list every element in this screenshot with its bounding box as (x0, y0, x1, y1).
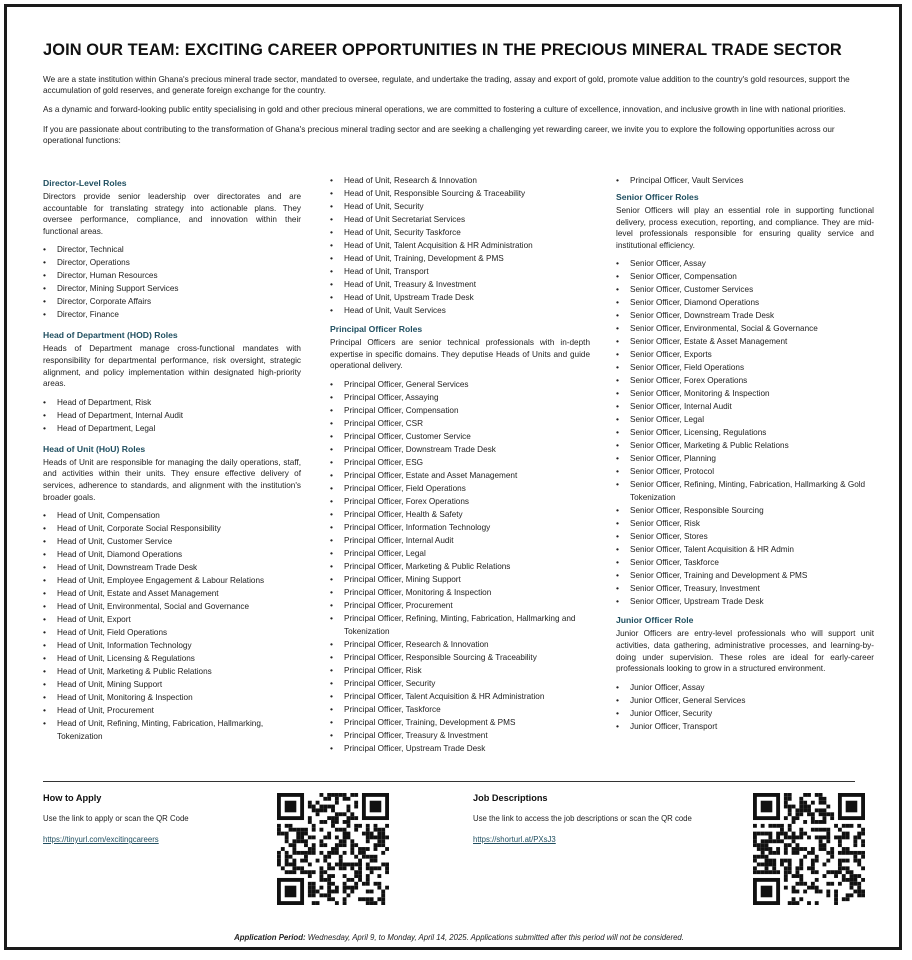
role-item: • Head of Unit, Licensing & Regulations (43, 652, 301, 665)
role-item: • Principal Officer, Vault Services (616, 174, 874, 187)
role-item: • Junior Officer, Security (616, 707, 874, 720)
role-item: • Senior Officer, Environmental, Social & Governance (616, 322, 874, 335)
intro-paragraph: We are a state institution within Ghana's precious mineral trade sector, mandated to oversee, regulate, and undertake the trading, assay and export of gold, promote value addition to the country's gold resources, support the accumulation of gold reserves, and generate foreign exchange for the country. (43, 75, 850, 96)
role-item: • Principal Officer, Assaying (330, 391, 590, 404)
role-item: • Principal Officer, Talent Acquisition & HR Administration (330, 690, 590, 703)
role-item: • Head of Department, Legal (43, 422, 301, 435)
role-item: • Senior Officer, Diamond Operations (616, 296, 874, 309)
role-item: • Head of Unit, Monitoring & Inspection (43, 691, 301, 704)
application-period (43, 933, 875, 942)
role-item: • Head of Unit, Upstream Trade Desk (330, 291, 590, 304)
role-item: • Principal Officer, Health & Safety (330, 508, 590, 521)
role-item: • Junior Officer, Transport (616, 720, 874, 733)
role-item: • Junior Officer, Assay (616, 681, 874, 694)
jobdesc-qr-code-icon[interactable] (753, 793, 865, 905)
role-item: • Head of Unit, Refining, Minting, Fabrication, Hallmarking, Tokenization (43, 717, 301, 743)
role-item: • Principal Officer, General Services (330, 378, 590, 391)
application-period-label: Application Period: (234, 933, 306, 942)
role-item: • Senior Officer, Estate & Asset Management (616, 335, 874, 348)
role-item: • Principal Officer, Information Technology (330, 521, 590, 534)
role-item: • Senior Officer, Internal Audit (616, 400, 874, 413)
role-item: • Senior Officer, Downstream Trade Desk (616, 309, 874, 322)
role-item: • Principal Officer, Forex Operations (330, 495, 590, 508)
role-item: • Principal Officer, Taskforce (330, 703, 590, 716)
page-title: JOIN OUR TEAM: EXCITING CAREER OPPORTUNITIES IN THE PRECIOUS MINERAL TRADE SECTOR (43, 41, 842, 59)
poster-frame (4, 4, 902, 950)
role-item: • Head of Unit, Security (330, 200, 590, 213)
role-item: • Senior Officer, Forex Operations (616, 374, 874, 387)
role-item: • Director, Finance (43, 308, 301, 321)
role-item: • Head of Unit, Customer Service (43, 535, 301, 548)
jobdesc-link[interactable]: https://shorturl.at/PXsJ3 (473, 835, 556, 844)
role-item: • Senior Officer, Monitoring & Inspection (616, 387, 874, 400)
section-desc-hou: Heads of Unit are responsible for managing the daily operations, staff, and activities within their units. They ensure effective delivery of services, adherence to standards, and alignment with the institution's broader goals. (43, 457, 301, 502)
section-desc-junior: Junior Officers are entry-level professionals who will support unit activities, data gathering, administrative processes, and learning-by-doing under supervision. These roles are ideal for early-career professionals looking to grow in a structured environment. (616, 629, 874, 674)
role-item: • Head of Unit, Transport (330, 265, 590, 278)
list-senior (616, 257, 874, 608)
section-desc-senior: Senior Officers will play an essential role in supporting functional delivery, process execution, reporting, and compliance. They are mid-level professionals responsible for ensuring quality service and institutional efficiency. (616, 206, 874, 250)
role-item: • Senior Officer, Exports (616, 348, 874, 361)
role-item: • Senior Officer, Talent Acquisition & HR Admin (616, 543, 874, 556)
role-item: • Head of Unit, Mining Support (43, 678, 301, 691)
role-item: • Principal Officer, CSR (330, 417, 590, 430)
role-item: • Head of Unit, Marketing & Public Relations (43, 665, 301, 678)
role-item: • Senior Officer, Taskforce (616, 556, 874, 569)
role-item: • Senior Officer, Compensation (616, 270, 874, 283)
role-item: • Head of Unit, Security Taskforce (330, 226, 590, 239)
role-item: • Principal Officer, Monitoring & Inspection (330, 586, 590, 599)
list-hou-part2 (330, 174, 590, 317)
section-desc-principal: Principal Officers are senior technical professionals with in-depth expertise in specific domains. They deputise Heads of Units and guide operational delivery. (330, 338, 590, 371)
role-item: • Principal Officer, Legal (330, 547, 590, 560)
role-item: • Head of Unit, Research & Innovation (330, 174, 590, 187)
role-item: • Head of Unit, Export (43, 613, 301, 626)
role-item: • Director, Corporate Affairs (43, 295, 301, 308)
role-item: • Principal Officer, Refining, Minting, Fabrication, Hallmarking and Tokenization (330, 612, 590, 638)
role-item: • Principal Officer, Upstream Trade Desk (330, 742, 590, 755)
role-item: • Head of Unit, Talent Acquisition & HR Administration (330, 239, 590, 252)
column-left (43, 178, 301, 743)
role-item: • Senior Officer, Field Operations (616, 361, 874, 374)
role-item: • Head of Unit, Treasury & Investment (330, 278, 590, 291)
role-item: • Head of Unit, Information Technology (43, 639, 301, 652)
jobdesc-title: Job Descriptions (473, 793, 548, 803)
role-item: • Principal Officer, Marketing & Public Relations (330, 560, 590, 573)
section-title-principal: Principal Officer Roles (330, 324, 423, 334)
column-middle (330, 178, 590, 755)
role-item: • Principal Officer, Compensation (330, 404, 590, 417)
section-title-director: Director-Level Roles (43, 178, 127, 188)
role-item: • Head of Unit, Corporate Social Responsibility (43, 522, 301, 535)
role-item: • Head of Unit, Responsible Sourcing & Traceability (330, 187, 590, 200)
apply-instructions: Use the link to apply or scan the QR Code (43, 814, 189, 823)
jobdesc-instructions: Use the link to access the job descriptions or scan the QR code (473, 814, 692, 823)
section-title-hod: Head of Department (HOD) Roles (43, 330, 178, 341)
role-item: • Head of Unit, Vault Services (330, 304, 590, 317)
apply-qr-code-icon[interactable] (277, 793, 389, 905)
role-item: • Senior Officer, Assay (616, 257, 874, 270)
role-item: • Principal Officer, Security (330, 677, 590, 690)
role-item: • Principal Officer, Treasury & Investment (330, 729, 590, 742)
section-desc-hod: Heads of Department manage cross-functional mandates with responsibility for departmental performance, risk oversight, strategic alignment, and policy implementation within designated high-priority areas. (43, 344, 301, 389)
role-item: • Senior Officer, Licensing, Regulations (616, 426, 874, 439)
role-item: • Senior Officer, Refining, Minting, Fabrication, Hallmarking & Gold Tokenization (616, 478, 874, 504)
role-item: • Senior Officer, Customer Services (616, 283, 874, 296)
role-item: • Head of Unit, Procurement (43, 704, 301, 717)
intro (43, 74, 875, 146)
apply-title: How to Apply (43, 793, 102, 803)
role-item: • Head of Unit, Employee Engagement & Labour Relations (43, 574, 301, 587)
role-item: • Senior Officer, Planning (616, 452, 874, 465)
role-item: • Senior Officer, Protocol (616, 465, 874, 478)
list-hou-part1 (43, 509, 301, 743)
poster-content (43, 41, 875, 942)
role-item: • Principal Officer, Customer Service (330, 430, 590, 443)
list-principal-part2 (616, 174, 874, 187)
intro-paragraph: If you are passionate about contributing to the transformation of Ghana's precious mineral trading sector and are seeking a challenging yet rewarding career, we invite you to explore the following opportunities across our operational functions: (43, 124, 835, 145)
role-item: • Head of Unit, Estate and Asset Management (43, 587, 301, 600)
role-item: • Principal Officer, ESG (330, 456, 590, 469)
role-item: • Head of Unit, Compensation (43, 509, 301, 522)
role-item: • Senior Officer, Legal (616, 413, 874, 426)
role-item: • Principal Officer, Procurement (330, 599, 590, 612)
role-item: • Senior Officer, Responsible Sourcing (616, 504, 874, 517)
role-item: • Principal Officer, Risk (330, 664, 590, 677)
role-item: • Principal Officer, Mining Support (330, 573, 590, 586)
role-item: • Head of Unit, Diamond Operations (43, 548, 301, 561)
role-item: • Director, Human Resources (43, 269, 301, 282)
how-to-apply (43, 793, 189, 844)
section-title-senior: Senior Officer Roles (616, 192, 699, 202)
role-item: • Head of Department, Internal Audit (43, 409, 301, 422)
intro-paragraph: As a dynamic and forward-looking public entity specialising in gold and other precious mineral operations, we are committed to fostering a culture of excellence, innovation, and inclusive growth in line with national priorities. (43, 105, 846, 115)
divider (43, 781, 855, 782)
list-hod (43, 396, 301, 435)
role-item: • Senior Officer, Treasury, Investment (616, 582, 874, 595)
role-item: • Director, Operations (43, 256, 301, 269)
column-right (616, 178, 874, 733)
list-director (43, 243, 301, 321)
role-item: • Principal Officer, Research & Innovation (330, 638, 590, 651)
role-item: • Head of Unit, Training, Development & PMS (330, 252, 590, 265)
list-principal (330, 378, 590, 755)
role-item: • Senior Officer, Training and Development & PMS (616, 569, 874, 582)
section-title-junior: Junior Officer Role (616, 615, 694, 626)
apply-link[interactable]: https://tinyurl.com/excitingcareers (43, 835, 159, 844)
role-item: • Director, Technical (43, 243, 301, 256)
role-item: • Senior Officer, Stores (616, 530, 874, 543)
role-item: • Head of Department, Risk (43, 396, 301, 409)
section-desc-director: Directors provide senior leadership over directorates and are accountable for translating strategy into actionable plans. They oversee performance, compliance, and innovation within their functional areas. (43, 192, 301, 236)
section-title-hou: Head of Unit (HoU) Roles (43, 443, 146, 454)
role-item: • Junior Officer, General Services (616, 694, 874, 707)
role-item: • Head of Unit, Environmental, Social and Governance (43, 600, 301, 613)
role-item: • Head of Unit, Field Operations (43, 626, 301, 639)
role-item: • Principal Officer, Downstream Trade Desk (330, 443, 590, 456)
role-item: • Senior Officer, Marketing & Public Relations (616, 439, 874, 452)
role-item: • Head of Unit, Downstream Trade Desk (43, 561, 301, 574)
role-item: • Principal Officer, Responsible Sourcing & Traceability (330, 651, 590, 664)
role-item: • Principal Officer, Training, Development & PMS (330, 716, 590, 729)
role-item: • Senior Officer, Upstream Trade Desk (616, 595, 874, 608)
job-descriptions (473, 793, 692, 844)
list-junior (616, 681, 874, 733)
role-item: • Principal Officer, Field Operations (330, 482, 590, 495)
role-item: • Senior Officer, Risk (616, 517, 874, 530)
application-period-text: Wednesday, April 9, to Monday, April 14, 2025. Applications submitted after this period will not be considered. (305, 933, 684, 942)
role-item: • Head of Unit Secretariat Services (330, 213, 590, 226)
role-item: • Principal Officer, Estate and Asset Management (330, 469, 590, 482)
role-item: • Director, Mining Support Services (43, 282, 301, 295)
role-item: • Principal Officer, Internal Audit (330, 534, 590, 547)
